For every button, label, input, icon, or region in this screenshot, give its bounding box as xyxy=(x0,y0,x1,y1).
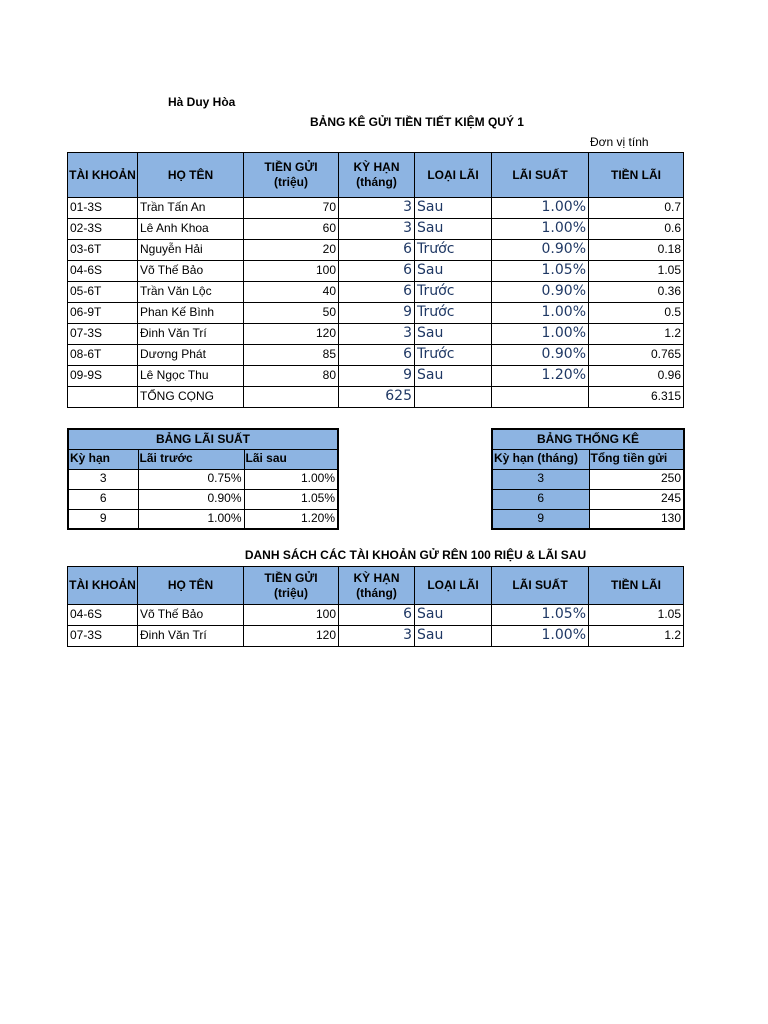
interest-cell: 0.7 xyxy=(589,198,684,219)
total-row xyxy=(68,387,684,408)
account-cell: 06-9T xyxy=(68,303,138,324)
term-cell: 9 xyxy=(492,509,589,529)
rate-type-cell: Sau xyxy=(415,626,492,647)
interest-cell: 0.96 xyxy=(589,366,684,387)
rate-type-cell: Trước xyxy=(415,240,492,261)
term-cell: 3 xyxy=(68,469,138,489)
header-account-text: TÀI KHOẢN xyxy=(69,578,136,592)
term-cell: 9 xyxy=(339,303,415,324)
table-row xyxy=(68,303,684,324)
name-cell: Dương Phát xyxy=(138,345,244,366)
deposit-cell: 60 xyxy=(244,219,339,240)
header-account xyxy=(68,567,138,605)
deposit-cell: 20 xyxy=(244,240,339,261)
name-cell: Lê Anh Khoa xyxy=(138,219,244,240)
deposit-cell: 100 xyxy=(244,605,339,626)
total-deposit-cell: 250 xyxy=(589,469,684,489)
header-deposit-text: TIỀN GỬI xyxy=(264,160,318,174)
name-cell: Nguyễn Hải xyxy=(138,240,244,261)
stats-table-title: BẢNG THỐNG KÊ xyxy=(492,429,684,449)
deposit-table xyxy=(67,152,684,408)
table-header xyxy=(68,567,684,605)
header-rate-type-text: LOẠI LÃI xyxy=(427,578,479,592)
header-rate-type xyxy=(415,153,492,198)
header-rate xyxy=(492,567,589,605)
interest-cell: 0.36 xyxy=(589,282,684,303)
account-cell: 08-6T xyxy=(68,345,138,366)
rate-type-cell: Sau xyxy=(415,219,492,240)
total-deposit-cell: 245 xyxy=(589,489,684,509)
header-interest-text: TIỀN LÃI xyxy=(611,167,661,182)
table-row xyxy=(68,469,338,489)
term-cell: 6 xyxy=(339,345,415,366)
header-name-text: HỌ TÊN xyxy=(167,578,214,592)
header-term-text: (tháng) xyxy=(356,175,397,189)
table-header xyxy=(492,429,684,469)
table-row xyxy=(68,240,684,261)
header-interest xyxy=(589,153,684,198)
table-row xyxy=(68,626,684,647)
table-row xyxy=(68,605,684,626)
term-cell: 6 xyxy=(339,605,415,626)
term-header: Kỳ hạn xyxy=(68,449,138,469)
rate-type-cell: Trước xyxy=(415,282,492,303)
header-rate-text: LÃI SUẤT xyxy=(512,167,568,182)
filtered-list-title: DANH SÁCH CÁC TÀI KHOẢN GỬ RÊN 100 RIỆU & LÃI SAU xyxy=(244,548,587,562)
rate-cell: 1.05% xyxy=(492,605,589,626)
table-body xyxy=(68,605,684,647)
term-cell: 3 xyxy=(339,324,415,345)
header-interest-text: TIỀN LÃI xyxy=(611,578,661,592)
interest-cell: 6.315 xyxy=(589,387,684,408)
table-row xyxy=(68,198,684,219)
term-cell: 3 xyxy=(339,198,415,219)
table-row xyxy=(492,489,684,509)
term-cell: 3 xyxy=(492,469,589,489)
term-cell: 6 xyxy=(339,282,415,303)
title-row xyxy=(492,429,684,449)
header-name xyxy=(138,153,244,198)
header-term-text: (tháng) xyxy=(356,585,397,600)
header-deposit-text: (triệu) xyxy=(274,585,308,600)
table-row xyxy=(68,345,684,366)
table-header xyxy=(68,429,338,469)
header-row xyxy=(68,567,684,605)
table-row xyxy=(68,509,338,529)
account-cell: 03-6T xyxy=(68,240,138,261)
header-name xyxy=(138,567,244,605)
table-body xyxy=(68,198,684,408)
header-rate-type xyxy=(415,567,492,605)
header-deposit xyxy=(244,567,339,605)
table-row xyxy=(492,509,684,529)
term-cell: 9 xyxy=(339,366,415,387)
account-cell: 07-3S xyxy=(68,324,138,345)
postpaid-rate-cell: 1.00% xyxy=(244,469,338,489)
account-cell: 04-6S xyxy=(68,261,138,282)
table-body xyxy=(68,469,338,529)
rate-cell xyxy=(492,387,589,408)
author-name: Hà Duy Hòa xyxy=(168,95,236,109)
rate-cell: 1.00% xyxy=(492,198,589,219)
rate-type-cell: Sau xyxy=(415,324,492,345)
deposit-cell xyxy=(244,387,339,408)
header-term-text: KỲ HẠN xyxy=(353,570,400,585)
term-cell: 9 xyxy=(68,509,138,529)
deposit-cell: 100 xyxy=(244,261,339,282)
rate-type-cell: Sau xyxy=(415,261,492,282)
rate-cell: 1.00% xyxy=(492,324,589,345)
table-row xyxy=(68,282,684,303)
header-term xyxy=(339,153,415,198)
header-deposit xyxy=(244,153,339,198)
rate-cell: 1.20% xyxy=(492,366,589,387)
table-row xyxy=(492,469,684,489)
name-cell: Trần Văn Lộc xyxy=(138,282,244,303)
subheader-row xyxy=(68,449,338,469)
rate-cell: 0.90% xyxy=(492,345,589,366)
rate-cell: 0.90% xyxy=(492,282,589,303)
page-title: BẢNG KÊ GỬI TIỀN TIẾT KIỆM QUÝ 1 xyxy=(310,115,524,129)
term-cell: 6 xyxy=(339,240,415,261)
rate-cell: 1.00% xyxy=(492,626,589,647)
header-account-text: TÀI KHOẢN xyxy=(69,167,136,182)
interest-cell: 1.2 xyxy=(589,324,684,345)
rate-type-cell: Sau xyxy=(415,198,492,219)
table-row xyxy=(68,261,684,282)
name-cell: Lê Ngọc Thu xyxy=(138,366,244,387)
statistics-table xyxy=(491,428,685,530)
total-deposit-header: Tổng tiền gửi xyxy=(589,449,684,469)
table-row xyxy=(68,489,338,509)
deposit-cell: 85 xyxy=(244,345,339,366)
term-cell: 6 xyxy=(492,489,589,509)
interest-cell: 1.05 xyxy=(589,261,684,282)
account-cell: 01-3S xyxy=(68,198,138,219)
postpaid-rate-header: Lãi sau xyxy=(244,449,338,469)
term-header: Kỳ hạn (tháng) xyxy=(492,449,589,469)
term-cell: 3 xyxy=(339,626,415,647)
interest-cell: 0.6 xyxy=(589,219,684,240)
prepaid-rate-header: Lãi trước xyxy=(138,449,244,469)
header-deposit-text: (triệu) xyxy=(274,175,308,189)
prepaid-rate-cell: 1.00% xyxy=(138,509,244,529)
header-term xyxy=(339,567,415,605)
rate-cell: 1.05% xyxy=(492,261,589,282)
name-cell: TỔNG CỌNG xyxy=(138,387,244,408)
rate-type-cell: Trước xyxy=(415,345,492,366)
rate-cell: 1.00% xyxy=(492,303,589,324)
rate-type-cell: Trước xyxy=(415,303,492,324)
table-header xyxy=(68,153,684,198)
name-cell: Đinh Văn Trí xyxy=(138,626,244,647)
account-cell: 05-6T xyxy=(68,282,138,303)
rate-type-cell xyxy=(415,387,492,408)
deposit-cell: 80 xyxy=(244,366,339,387)
name-cell: Trần Tấn An xyxy=(138,198,244,219)
prepaid-rate-cell: 0.90% xyxy=(138,489,244,509)
interest-cell: 0.5 xyxy=(589,303,684,324)
total-deposit-cell: 130 xyxy=(589,509,684,529)
filtered-deposit-table xyxy=(67,566,684,647)
term-cell: 625 xyxy=(339,387,415,408)
account-cell: 02-3S xyxy=(68,219,138,240)
deposit-cell: 70 xyxy=(244,198,339,219)
name-cell: Võ Thế Bảo xyxy=(138,261,244,282)
rate-type-cell: Sau xyxy=(415,605,492,626)
subheader-row xyxy=(492,449,684,469)
rate-type-cell: Sau xyxy=(415,366,492,387)
interest-cell: 0.18 xyxy=(589,240,684,261)
header-rate xyxy=(492,153,589,198)
header-name-text: HỌ TÊN xyxy=(167,167,214,182)
term-cell: 6 xyxy=(68,489,138,509)
account-cell: 04-6S xyxy=(68,605,138,626)
title-row xyxy=(68,429,338,449)
table-row xyxy=(68,324,684,345)
deposit-cell: 120 xyxy=(244,324,339,345)
prepaid-rate-cell: 0.75% xyxy=(138,469,244,489)
interest-cell: 1.05 xyxy=(589,605,684,626)
deposit-cell: 50 xyxy=(244,303,339,324)
interest-cell: 1.2 xyxy=(589,626,684,647)
postpaid-rate-cell: 1.20% xyxy=(244,509,338,529)
name-cell: Võ Thế Bảo xyxy=(138,605,244,626)
interest-cell: 0.765 xyxy=(589,345,684,366)
account-cell: 09-9S xyxy=(68,366,138,387)
table-row xyxy=(68,219,684,240)
header-row xyxy=(68,153,684,198)
table-body xyxy=(492,469,684,529)
account-cell: 07-3S xyxy=(68,626,138,647)
table-row xyxy=(68,366,684,387)
header-deposit-text: TIỀN GỬI xyxy=(264,570,318,585)
header-rate-type-text: LOẠI LÃI xyxy=(427,167,479,182)
rate-cell: 1.00% xyxy=(492,219,589,240)
deposit-cell: 120 xyxy=(244,626,339,647)
header-account xyxy=(68,153,138,198)
interest-rate-table xyxy=(67,428,339,530)
deposit-cell: 40 xyxy=(244,282,339,303)
postpaid-rate-cell: 1.05% xyxy=(244,489,338,509)
rate-cell: 0.90% xyxy=(492,240,589,261)
term-cell: 6 xyxy=(339,261,415,282)
header-interest xyxy=(589,567,684,605)
name-cell: Phan Kế Bình xyxy=(138,303,244,324)
account-cell xyxy=(68,387,138,408)
name-cell: Đinh Văn Trí xyxy=(138,324,244,345)
unit-label: Đơn vị tính xyxy=(590,135,649,149)
header-term-text: KỲ HẠN xyxy=(353,160,400,174)
rate-table-title: BẢNG LÃI SUẤT xyxy=(68,429,338,449)
header-rate-text: LÃI SUẤT xyxy=(512,578,568,592)
term-cell: 3 xyxy=(339,219,415,240)
